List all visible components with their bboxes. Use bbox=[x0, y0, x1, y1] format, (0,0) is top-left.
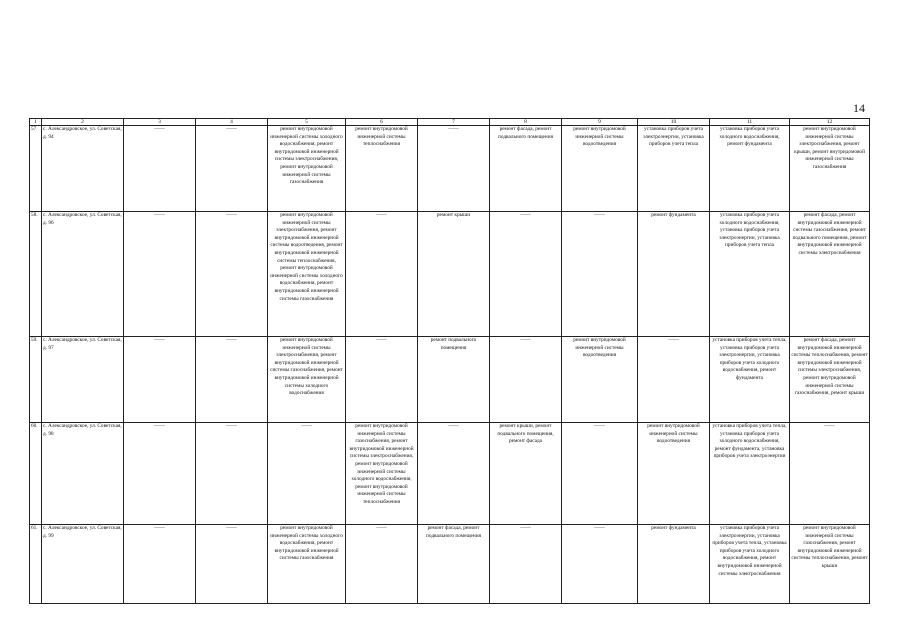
row-number: 61. bbox=[30, 525, 42, 604]
table-row bbox=[30, 423, 870, 525]
table-cell: ремонт внутридомовой инженерной системы электроснабжения, ремонт крыши, ремонт внутридомовой инженерной системы газоснабжения bbox=[790, 126, 870, 212]
table-row bbox=[30, 126, 870, 212]
repair-schedule-table bbox=[29, 118, 870, 604]
table-cell: установка приборов учета холодного водоснабжения, установка приборов учета электроэнергии, установка приборов учета тепла bbox=[710, 212, 790, 337]
col-header: 2 bbox=[42, 119, 124, 126]
col-header: 4 bbox=[196, 119, 268, 126]
table-cell: установка приборов учета тепла, установка приборов учета холодного водоснабжения, ремонт фундамента, установка приборов учета электроэнергии bbox=[710, 423, 790, 525]
table-cell: ремонт фасада, ремонт внутридомовой инженерной системы газоснабжения, ремонт подвального помещения, ремонт внутридомовой инженерной системы электроснабжения bbox=[790, 212, 870, 337]
col-header: 10 bbox=[638, 119, 710, 126]
table-cell: —— bbox=[490, 212, 562, 337]
table-cell: —— bbox=[638, 337, 710, 423]
col-header: 7 bbox=[418, 119, 490, 126]
table-cell: ремонт фасада, ремонт внутридомовой инженерной системы теплоснабжения, ремонт внутридомовой инженерной системы электроснабжения, ремонт внутридомовой инженерной системы газоснабжения, ремонт крыши bbox=[790, 337, 870, 423]
table-cell: установка приборов учета тепла, установка приборов учета электроэнергии, установка приборов учета холодного водоснабжения, ремонт фундамента bbox=[710, 337, 790, 423]
table-cell: ремонт крыши bbox=[418, 212, 490, 337]
table-cell: ремонт внутридомовой инженерной системы электроснабжения, ремонт внутридомовой инженерной системы водоотведения, ремонт внутридомовой инженерной системы теплоснабжения, ремонт внутридомовой инженерной системы холодного водоснабжения, ремонт внутридомовой инженерной системы газоснабжения bbox=[268, 212, 346, 337]
table-cell: —— bbox=[418, 126, 490, 212]
address-cell: с. Александровское, ул. Советская, д. 97 bbox=[42, 337, 124, 423]
table-cell: —— bbox=[196, 423, 268, 525]
table-cell: установка приборов учета электроэнергии, установка приборов учета тепла bbox=[638, 126, 710, 212]
table-cell: ремонт внутридомовой инженерной системы водоотведения bbox=[562, 337, 638, 423]
table-cell: —— bbox=[346, 212, 418, 337]
table-cell: —— bbox=[562, 212, 638, 337]
col-header: 12 bbox=[790, 119, 870, 126]
table-cell: ремонт внутридомовой инженерной системы водоотведения bbox=[562, 126, 638, 212]
row-number: 59. bbox=[30, 337, 42, 423]
table-cell: —— bbox=[790, 423, 870, 525]
table-cell: ремонт крыши, ремонт подвального помещения, ремонт фасада bbox=[490, 423, 562, 525]
table-cell: ремонт фасада, ремонт подвального помещения bbox=[418, 525, 490, 604]
table-cell: ремонт фундамента bbox=[638, 525, 710, 604]
table-cell: —— bbox=[490, 337, 562, 423]
row-number: 58. bbox=[30, 212, 42, 337]
table-cell: —— bbox=[196, 337, 268, 423]
row-number: 60. bbox=[30, 423, 42, 525]
page-number: 14 bbox=[853, 101, 865, 115]
table-cell: —— bbox=[124, 337, 196, 423]
col-header: 9 bbox=[562, 119, 638, 126]
table-cell: ремонт внутридомовой инженерной системы холодного водоснабжения, ремонт внутридомовой инженерной системы газоснабжения bbox=[268, 525, 346, 604]
col-header: 3 bbox=[124, 119, 196, 126]
table-cell: —— bbox=[562, 525, 638, 604]
col-header: 5 bbox=[268, 119, 346, 126]
table-row bbox=[30, 337, 870, 423]
table-cell: —— bbox=[346, 337, 418, 423]
table-cell: установка приборов учета холодного водоснабжения, ремонт фундамента bbox=[710, 126, 790, 212]
table-cell: —— bbox=[124, 126, 196, 212]
table-cell: ремонт подвального помещения bbox=[418, 337, 490, 423]
table-cell: —— bbox=[196, 126, 268, 212]
table-cell: —— bbox=[196, 212, 268, 337]
table-cell: ремонт внутридомовой инженерной системы холодного водоснабжения, ремонт внутридомовой инженерной системы электроснабжения, ремонт внутридомовой инженерной системы газоснабжения bbox=[268, 126, 346, 212]
table-cell: ремонт внутридомовой инженерной системы теплоснабжения bbox=[346, 126, 418, 212]
col-header: 6 bbox=[346, 119, 418, 126]
table-cell: ремонт внутридомовой инженерной системы газоснабжения, ремонт внутридомовой инженерной системы теплоснабжения, ремонт крыши bbox=[790, 525, 870, 604]
table-cell: —— bbox=[490, 525, 562, 604]
table-cell: ремонт фундамента bbox=[638, 212, 710, 337]
col-header: 11 bbox=[710, 119, 790, 126]
table-row bbox=[30, 525, 870, 604]
address-cell: с. Александровское, ул. Советская, д. 96 bbox=[42, 212, 124, 337]
table-cell: —— bbox=[196, 525, 268, 604]
table-cell: —— bbox=[418, 423, 490, 525]
address-cell: с. Александровское, ул. Советская, д. 98 bbox=[42, 423, 124, 525]
table-cell: ремонт внутридомовой инженерной системы газоснабжения, ремонт внутридомовой инженерной системы электроснабжения, ремонт внутридомовой инженерной системы холодного водоснабжения, ремонт внутридомовой инженерной системы теплоснабжения bbox=[346, 423, 418, 525]
table-cell: —— bbox=[124, 212, 196, 337]
table-cell: —— bbox=[346, 525, 418, 604]
table-cell: —— bbox=[124, 423, 196, 525]
table-cell: ремонт внутридомовой инженерной системы водоотведения bbox=[638, 423, 710, 525]
table-row bbox=[30, 212, 870, 337]
table-cell: установка приборов учета электроэнергии, установка приборов учета тепла, установка приборов учета холодного водоснабжения, ремонт внутридомовой инженерной системы электроснабжения bbox=[710, 525, 790, 604]
col-header: 8 bbox=[490, 119, 562, 126]
row-number: 57 bbox=[30, 126, 42, 212]
table-cell: —— bbox=[562, 423, 638, 525]
col-header: 1 bbox=[30, 119, 42, 126]
table-cell: —— bbox=[124, 525, 196, 604]
address-cell: с. Александровское, ул. Советская, д. 94 bbox=[42, 126, 124, 212]
header-row bbox=[30, 119, 870, 126]
table-cell: ремонт внутридомовой инженерной системы электроснабжения, ремонт внутридомовой инженерной системы газоснабжения, ремонт внутридомовой инженерной системы холодного водоснабжения bbox=[268, 337, 346, 423]
table-cell: —— bbox=[268, 423, 346, 525]
address-cell: с. Александровское, ул. Советская, д. 99 bbox=[42, 525, 124, 604]
table-cell: ремонт фасада, ремонт подвального помещения bbox=[490, 126, 562, 212]
